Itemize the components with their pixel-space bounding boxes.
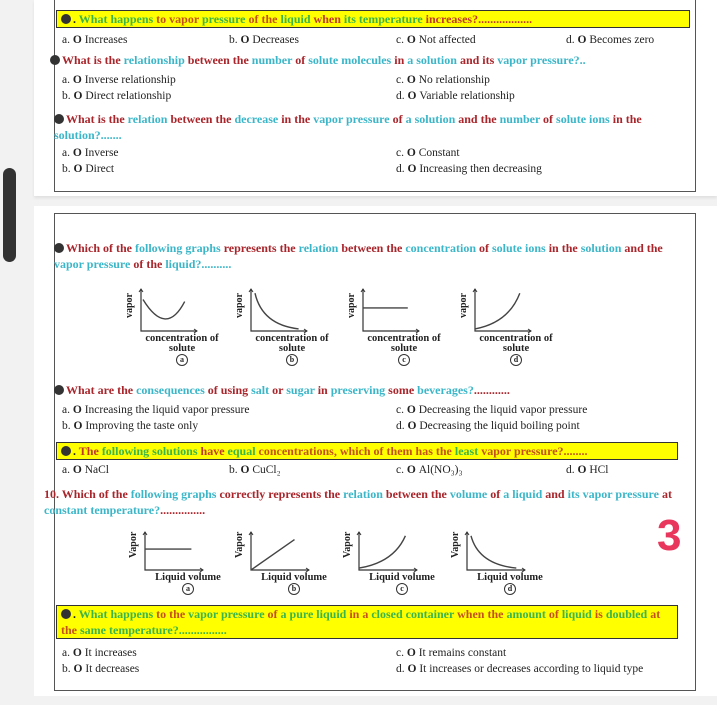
option-text: It increases [84,647,137,659]
question-text-segment: vapor pressure [188,607,268,621]
graph-y-label: Vapor [342,531,353,558]
question-text-segment: relation [343,487,386,501]
question-text-segment: is [594,607,606,621]
graph-axes [475,289,531,331]
q3-option-c[interactable] [396,147,460,159]
question-text-segment: of [392,112,406,126]
graph-curve-growth [359,536,405,568]
option-letter: d. [396,420,408,432]
q5-option-c[interactable] [396,404,587,416]
graph-y-label: vapor [346,292,357,318]
question-text-segment: to the [156,607,189,621]
radio-circle-icon[interactable]: O [407,90,420,102]
axis-arrow-icon [465,532,525,572]
question-text-segment: between the [187,53,252,67]
graph-option-c[interactable] [346,286,441,364]
graph-x-label [364,573,440,595]
option-text: Direct [85,163,115,175]
bullet-icon [61,609,71,619]
q2-option-b[interactable] [62,90,171,102]
radio-circle-icon[interactable]: O [406,147,419,159]
graph-letter-badge: d [504,583,516,595]
option-text: Increases [84,34,128,46]
question-text-segment: and [545,487,568,501]
question-text-segment: liquid?.......... [165,257,232,271]
graph-axes [467,532,525,570]
question-text-segment: of [267,607,281,621]
question-4-text [54,240,694,272]
graph-x-label [256,573,332,595]
question-text-segment: of [479,241,492,255]
radio-circle-icon[interactable]: O [73,420,86,432]
question-text-segment: following solutions [101,444,201,458]
option-text: Increasing then decreasing [419,163,542,175]
graph-letter-badge: b [286,354,298,366]
scrollbar-handle[interactable] [3,168,16,262]
option-letter: a. [62,147,73,159]
question-text-segment: relation [298,241,342,255]
graph-axes [141,289,197,331]
radio-circle-icon[interactable]: O [72,464,85,476]
option-letter: c. [396,74,407,86]
radio-circle-icon[interactable]: O [577,464,590,476]
radio-circle-icon[interactable]: O [72,74,85,86]
document-page-1 [34,0,717,196]
question-text-segment: solute ions [492,241,549,255]
option-text: CuCl₂ [252,464,281,476]
q5-option-d[interactable] [396,420,580,432]
graph-axes [363,289,419,331]
question-text-segment: in [394,53,408,67]
option-letter: a. [62,647,73,659]
option-letter: a. [62,404,73,416]
graph-x-label-line: Liquid volume [369,572,435,583]
option-letter: c. [396,404,407,416]
question-text-segment: sugar [286,383,318,397]
question-text-segment: in the [548,241,581,255]
option-letter: d. [396,663,408,675]
question-text-segment: a liquid [503,487,546,501]
radio-circle-icon[interactable]: O [407,663,420,675]
q1-option-d[interactable] [566,34,654,46]
graph-option-c[interactable] [342,529,435,593]
graph-plot [360,286,424,334]
radio-circle-icon[interactable]: O [407,163,420,175]
question-text-segment: correctly represents the [219,487,344,501]
q2-option-c[interactable] [396,74,490,86]
question-text-segment: when [313,12,344,26]
graph-curve-u-curve [143,300,185,319]
graph-x-label [472,573,548,595]
graph-x-label [248,334,336,366]
question-text-segment: of the [248,12,281,26]
option-letter: b. [62,663,74,675]
option-text: Constant [418,147,460,159]
option-letter: d. [566,34,578,46]
radio-circle-icon[interactable]: O [407,420,420,432]
graph-x-label-line: concentration of [479,333,553,344]
option-letter: d. [396,90,408,102]
graph-axes [251,289,307,331]
option-text: Variable relationship [419,90,515,102]
question-text-segment: vapor pressure?........ [481,444,588,458]
bullet-icon [61,446,71,456]
question-number-dot: . [73,607,79,621]
graph-y-label: Vapor [234,531,245,558]
radio-circle-icon[interactable]: O [406,404,419,416]
question-text-segment: closed container [371,607,458,621]
question-number: 10. [44,487,62,501]
question-text-segment: solute ions [556,112,613,126]
graph-x-label-line: solute [502,343,530,354]
question-text-segment: What is the [66,112,128,126]
graph-x-label [360,334,448,366]
graph-letter-badge: c [398,354,410,366]
question-text-segment: of [490,487,504,501]
question-text-segment: ............ [473,383,510,397]
question-text-segment: of [543,112,557,126]
graph-x-label-line: Liquid volume [477,572,543,583]
graph-letter-badge: c [396,583,408,595]
option-text: No relationship [418,74,490,86]
question-text-segment: of [295,53,309,67]
radio-circle-icon[interactable]: O [240,34,253,46]
graph-x-label-line: concentration of [255,333,329,344]
graph-x-label-line: concentration of [367,333,441,344]
handwritten-answer-number: 3 [657,511,682,560]
radio-circle-icon[interactable]: O [240,464,253,476]
option-letter: c. [396,34,407,46]
option-letter: a. [62,74,73,86]
question-text-segment: between the [385,487,450,501]
q11-option-a[interactable] [62,647,137,659]
question-text-segment: relation [127,112,171,126]
option-letter: c. [396,147,407,159]
question-text-segment: least [454,444,482,458]
radio-circle-icon[interactable]: O [73,663,86,675]
q11-option-d[interactable] [396,663,643,675]
option-text: HCl [589,464,609,476]
question-text-segment: Which of the [61,487,131,501]
question-text-segment: What are the [66,383,137,397]
graph-plot [138,286,202,334]
q6-option-a[interactable] [62,464,109,476]
question-text-segment: What happens [78,607,157,621]
q5-option-a[interactable] [62,404,249,416]
option-letter: b. [62,163,74,175]
radio-circle-icon[interactable]: O [72,147,85,159]
question-2-text [50,52,690,68]
graph-plot [142,529,208,573]
question-text-segment: a solution [407,53,460,67]
graph-option-d[interactable] [450,529,543,593]
question-3-text [54,111,694,143]
option-text: It remains constant [418,647,507,659]
graph-x-label-line: Liquid volume [155,572,221,583]
question-text-segment: What is the [62,53,124,67]
question-text-segment: volume [449,487,491,501]
option-text: Increasing the liquid vapor pressure [84,404,250,416]
question-text-segment: solution?....... [54,128,122,142]
option-text: It decreases [85,663,140,675]
graph-x-label-line: solute [168,343,196,354]
option-letter: d. [566,464,578,476]
graph-curve-decay [255,293,299,329]
graph-y-label: vapor [124,292,135,318]
question-text-segment: consequences [136,383,208,397]
q6-option-d[interactable] [566,464,609,476]
question-text-segment: What happens [78,12,157,26]
graph-x-label [472,334,560,366]
bullet-icon [54,243,64,253]
graph-x-label-line: Liquid volume [261,572,327,583]
option-text: Direct relationship [85,90,172,102]
bullet-icon [54,385,64,395]
graph-option-b[interactable] [234,529,327,593]
question-text-segment: of the [133,257,166,271]
q2-option-d[interactable] [396,90,515,102]
option-text: Decreasing the liquid vapor pressure [418,404,588,416]
question-text-segment: following graphs [130,487,220,501]
radio-circle-icon[interactable]: O [406,74,419,86]
q6-option-c[interactable] [396,464,462,476]
question-text-segment: number [251,53,296,67]
graph-axes [145,532,203,570]
question-text-segment: beverages? [417,383,474,397]
question-text-segment: amount [506,607,549,621]
bullet-icon [54,114,64,124]
graph-option-b[interactable] [234,286,329,364]
question-text-segment: constant temperature? [44,503,161,517]
question-text-segment: liquid [561,607,595,621]
graph-option-a[interactable] [128,529,221,593]
question-text-segment: or [272,383,287,397]
radio-circle-icon[interactable]: O [406,647,419,659]
radio-circle-icon[interactable]: O [406,34,419,46]
question-text-segment: vapor pressure [313,112,393,126]
graph-letter-badge: d [510,354,522,366]
question-text-segment: vapor pressure?.. [497,53,586,67]
graph-x-label-line: solute [390,343,418,354]
question-text-segment: a pure liquid [280,607,350,621]
graph-curve-linear [251,540,295,570]
axis-arrow-icon [249,289,307,333]
q6-option-b[interactable] [229,464,281,476]
q5-option-b[interactable] [62,420,198,432]
q1-option-c[interactable] [396,34,476,46]
question-text-segment: relationship [123,53,188,67]
question-text-segment: to vapor [156,12,202,26]
graph-letter-badge: a [176,354,188,366]
option-letter: b. [62,420,74,432]
question-text-segment: number [499,112,544,126]
option-text: Al(NO₃)₃ [418,464,463,476]
radio-circle-icon[interactable]: O [72,647,85,659]
axis-arrow-icon [143,532,203,572]
question-text-segment: concentrations, which of them has the [258,444,455,458]
question-text-segment: increases?.................. [425,12,533,26]
option-letter: b. [229,464,241,476]
question-number-dot: . [73,444,79,458]
question-text-segment: in the [281,112,314,126]
axis-arrow-icon [473,289,531,333]
option-letter: b. [229,34,241,46]
question-text-segment: of using [207,383,252,397]
question-text-segment: when the [457,607,507,621]
question-text-segment: and the [458,112,500,126]
q1-option-b[interactable] [229,34,299,46]
question-text-segment: vapor pressure [54,257,134,271]
q1-option-a[interactable] [62,34,127,46]
axis-arrow-icon [139,289,197,333]
question-number-dot: . [73,12,79,26]
q2-option-a[interactable] [62,74,176,86]
question-text-segment: salt [251,383,273,397]
question-text-segment: some [388,383,418,397]
graph-plot [248,286,312,334]
q11-option-c[interactable] [396,647,506,659]
q11-option-b[interactable] [62,663,139,675]
radio-circle-icon[interactable]: O [73,90,86,102]
radio-circle-icon[interactable]: O [577,34,590,46]
option-text: Decreasing the liquid boiling point [419,420,580,432]
question-text-segment: Which of the [66,241,135,255]
question-text-segment: solution [580,241,625,255]
question-text-segment: its temperature [343,12,426,26]
question-text-segment: and the [624,241,663,255]
question-text-segment: liquid [280,12,314,26]
option-text: Inverse [84,147,119,159]
option-letter: b. [62,90,74,102]
option-text: It increases or decreases according to liquid type [419,663,644,675]
axis-arrow-icon [361,289,419,333]
graph-letter-badge: a [182,583,194,595]
bullet-icon [50,55,60,65]
question-text-segment: same temperature?................ [80,623,227,637]
question-text-segment: a solution [405,112,459,126]
option-letter: a. [62,34,73,46]
option-letter: c. [396,464,407,476]
question-text-segment: following graphs [135,241,224,255]
question-text-segment: have [200,444,228,458]
graph-x-label [138,334,226,366]
q3-option-d[interactable] [396,163,542,175]
radio-circle-icon[interactable]: O [72,404,85,416]
graph-x-label-line: solute [278,343,306,354]
graph-y-label: vapor [234,292,245,318]
option-text: Becomes zero [589,34,655,46]
graph-axes [359,532,417,570]
document-page-2 [34,206,717,696]
question-text-segment: at the [61,607,661,637]
option-letter: d. [396,163,408,175]
question-text-segment: concentration [405,241,479,255]
question-10-text [44,486,694,518]
question-text-segment: in a [349,607,372,621]
option-letter: a. [62,464,73,476]
question-text-segment: The [78,444,102,458]
q3-option-a[interactable] [62,147,119,159]
radio-circle-icon[interactable]: O [72,34,85,46]
option-text: Inverse relationship [84,74,176,86]
axis-arrow-icon [249,532,309,572]
question-text-segment: represents the [223,241,299,255]
graph-x-label-line: concentration of [145,333,219,344]
option-text: Decreases [252,34,299,46]
question-1-text [56,10,690,28]
question-text-segment: of [548,607,562,621]
question-text-segment: doubled [605,607,651,621]
option-text: NaCl [84,464,109,476]
question-text-segment: equal [227,444,259,458]
bullet-icon [61,14,71,24]
q3-option-b[interactable] [62,163,114,175]
graph-y-label: Vapor [450,531,461,558]
option-text: Not affected [418,34,476,46]
radio-circle-icon[interactable]: O [73,163,86,175]
graph-x-label [150,573,226,595]
question-text-segment: between the [170,112,235,126]
question-text-segment: pressure [201,12,249,26]
question-text-segment: in the [612,112,642,126]
graph-y-label: Vapor [128,531,139,558]
graph-letter-badge: b [288,583,300,595]
question-text-segment: its vapor pressure [567,487,662,501]
question-text-segment: in [317,383,331,397]
radio-circle-icon[interactable]: O [406,464,419,476]
graph-y-label: vapor [458,292,469,318]
question-text-segment: and its [459,53,498,67]
graph-curve-decay [471,536,516,568]
graph-option-d[interactable] [458,286,553,364]
graph-plot [464,529,530,573]
question-text-segment: decrease [234,112,282,126]
question-text-segment: at [661,487,672,501]
option-letter: c. [396,647,407,659]
question-text-segment: preserving [330,383,389,397]
graph-plot [472,286,536,334]
question-11-text [56,605,678,639]
graph-plot [356,529,422,573]
question-text-segment: between the [341,241,406,255]
option-text: Improving the taste only [85,420,199,432]
graph-option-a[interactable] [124,286,219,364]
question-text-segment: ............... [160,503,206,517]
question-6-text [56,442,678,460]
graph-curve-growth [475,293,520,329]
question-text-segment: solute molecules [308,53,395,67]
graph-plot [248,529,314,573]
question-5-text [54,382,694,398]
